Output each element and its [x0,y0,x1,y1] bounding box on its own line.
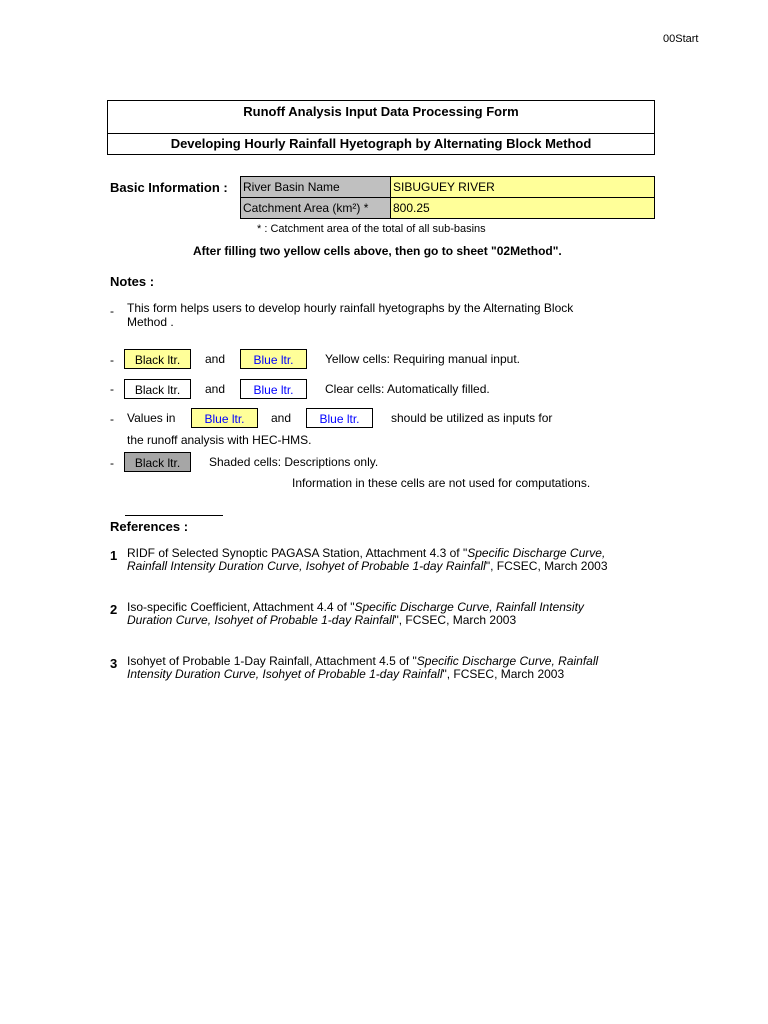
runoff-line-text: the runoff analysis with HEC-HMS. [127,433,312,447]
references-heading: References : [110,519,189,534]
note-1-line-2: Method . [127,315,174,329]
reference-item [127,547,647,573]
legend-yellow-black-cell: Black ltr. [124,349,191,369]
reference-text: ", FCSEC, March 2003 [442,667,565,681]
title-box [107,100,655,155]
bullet-dash: - [110,412,114,426]
values-in-text: Values in [127,411,176,425]
form-subtitle: Developing Hourly Rainfall Hyetograph by Alternating Block Method [170,136,592,151]
and-text: and [271,411,292,425]
legend-clear-black-cell: Black ltr. [124,379,191,399]
catchment-area-label: Catchment Area (km²) * [241,198,391,219]
legend-input-clear-blue-cell: Blue ltr. [306,408,373,428]
reference-italic-text: Intensity Duration Curve, Isohyet of Probable 1-day Rainfall [127,667,443,681]
yellow-cells-description: Yellow cells: Requiring manual input. [325,352,520,366]
reference-number: 2 [110,602,118,617]
bullet-dash: - [110,304,114,318]
legend-input-yellow-blue-cell: Blue ltr. [191,408,258,428]
catchment-area-input[interactable]: 800.25 [391,198,655,219]
bullet-dash: - [110,456,114,470]
reference-italic-text: Duration Curve, Isohyet of Probable 1-day Rainfall [127,613,395,627]
bullet-dash: - [110,382,114,396]
shaded-cells-description: Shaded cells: Descriptions only. [209,455,379,469]
reference-text: Iso-specific Coefficient, Attachment 4.4 of " [127,600,355,614]
note-1 [127,301,607,329]
reference-italic-text: Specific Discharge Curve, [467,546,606,560]
basic-info-table [240,176,655,219]
should-be-text: should be utilized as inputs for [391,411,553,425]
table-row [241,177,655,198]
form-title: Runoff Analysis Input Data Processing Form [108,101,654,134]
reference-italic-text: Specific Discharge Curve, Rainfall Intensity [354,600,584,614]
reference-italic-text: Rainfall Intensity Duration Curve, Isohyet of Probable 1-day Rainfall [127,559,486,573]
and-text: and [205,352,226,366]
catchment-footnote: * : Catchment area of the total of all sub-basins [257,223,486,235]
notes-heading: Notes : [110,274,155,289]
instruction-text: After filling two yellow cells above, then go to sheet "02Method". [193,244,562,258]
table-row [241,198,655,219]
sheet-name: 00Start [663,33,699,45]
legend-yellow-blue-cell: Blue ltr. [240,349,307,369]
river-basin-label: River Basin Name [241,177,391,198]
divider [125,515,223,516]
legend-clear-blue-cell: Blue ltr. [240,379,307,399]
reference-number: 1 [110,548,118,563]
reference-text: RIDF of Selected Synoptic PAGASA Station, Attachment 4.3 of " [127,546,468,560]
info-not-used-text: Information in these cells are not used for computations. [292,476,591,490]
reference-text: Isohyet of Probable 1-Day Rainfall, Attachment 4.5 of " [127,654,417,668]
basic-info-label: Basic Information : [110,180,228,195]
reference-number: 3 [110,656,118,671]
reference-item [127,601,647,627]
bullet-dash: - [110,353,114,367]
note-1-line-1: This form helps users to develop hourly rainfall hyetographs by the Alternating Block [127,301,574,315]
reference-italic-text: Specific Discharge Curve, Rainfall [416,654,599,668]
and-text: and [205,382,226,396]
legend-shaded-black-cell: Black ltr. [124,452,191,472]
reference-item [127,655,647,681]
reference-text: ", FCSEC, March 2003 [485,559,608,573]
clear-cells-description: Clear cells: Automatically filled. [325,382,490,396]
river-basin-input[interactable]: SIBUGUEY RIVER [391,177,655,198]
reference-text: ", FCSEC, March 2003 [394,613,517,627]
